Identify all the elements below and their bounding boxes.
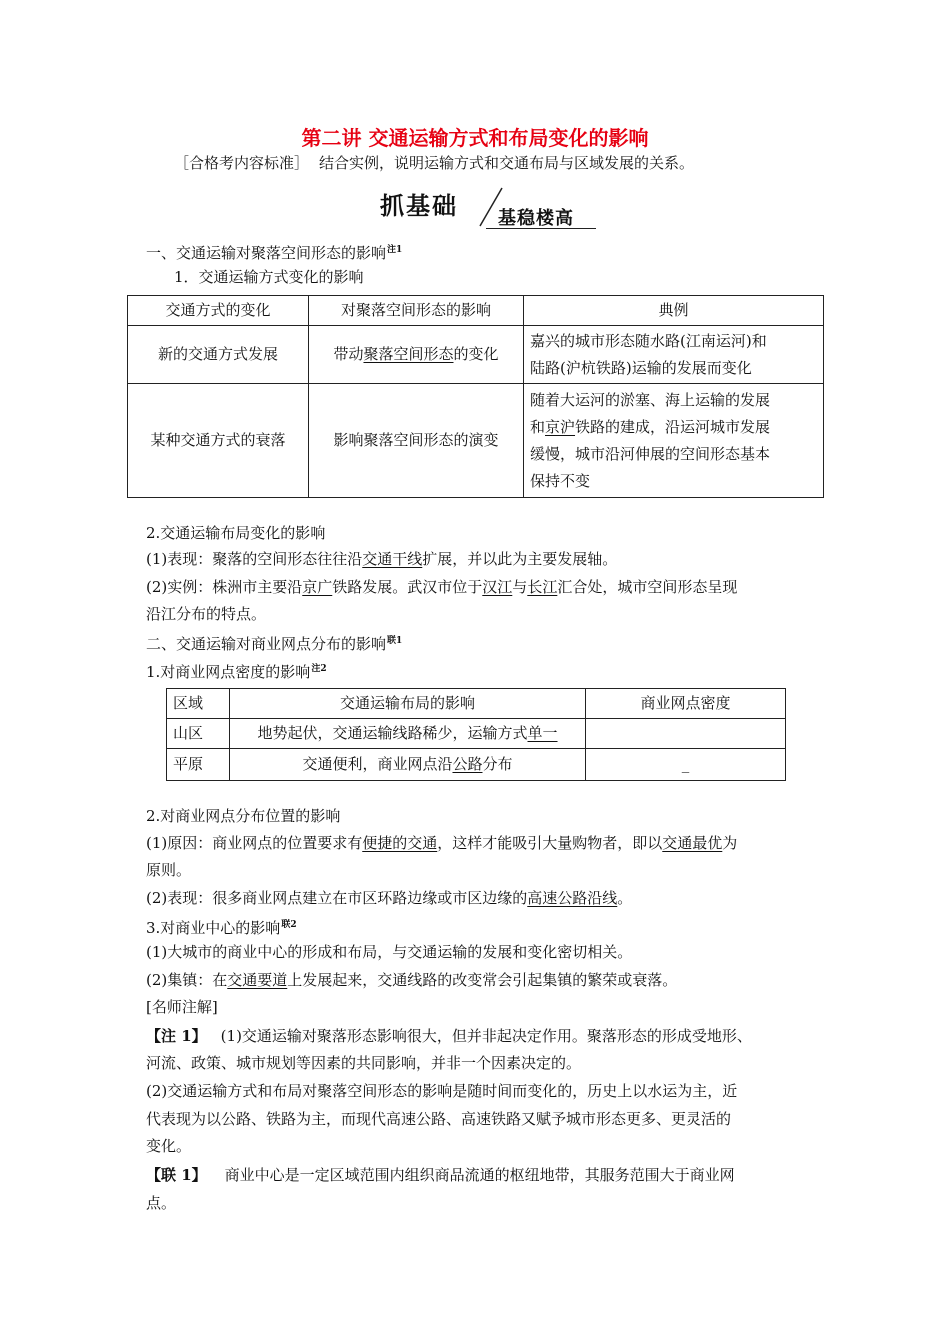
s1-p1: (1)表现：聚落的空间形态往往沿交通干线扩展，并以此为主要发展轴。 xyxy=(146,550,618,568)
content-standard xyxy=(174,152,694,174)
s2-sub3: 3.对商业中心的影响$^{联2}$ xyxy=(146,919,297,937)
s2-sub1-note: 注2 xyxy=(311,664,327,674)
standard-label: ［合格考内容标准］ xyxy=(174,154,310,172)
s2-p1: (1)原因：商业网点的位置要求有便捷的交通，这样才能吸引大量购物者，即以交通最优为 xyxy=(146,834,738,852)
s1-p2: (2)实例：株洲市主要沿京广铁路发展。武汉市位于汉江与长江汇合处，城市空间形态呈现 xyxy=(146,578,738,596)
table-row xyxy=(128,326,824,384)
banner-underline xyxy=(486,228,596,229)
s1-heading: 一、交通运输对聚落空间形态的影响$^{注1}$ xyxy=(146,244,403,262)
table-row xyxy=(128,384,824,498)
table-row xyxy=(167,749,786,781)
table-header-row xyxy=(128,296,824,326)
s2-sub3-note: 联2 xyxy=(281,920,297,930)
note-2-l3: 变化。 xyxy=(146,1137,192,1155)
s1-sub2: 2.交通运输布局变化的影响 xyxy=(146,524,326,542)
transport-change-table xyxy=(127,295,824,498)
table-cell: 影响聚落空间形态的演变 xyxy=(309,384,524,498)
s2-sub1: 1.对商业网点密度的影响$^{注2}$ xyxy=(146,663,327,681)
table-cell: 新的交通方式发展 xyxy=(128,326,309,384)
s2-p4: (2)集镇：在交通要道上发展起来，交通线路的改变常会引起集镇的繁荣或衰落。 xyxy=(146,971,678,989)
table-header: 交通运输布局的影响 xyxy=(230,689,586,719)
note-2-l2: 代表现为以公路、铁路为主，而现代高速公路、高速铁路又赋予城市形态更多、更灵活的 xyxy=(146,1110,732,1128)
s2-heading-note: 联1 xyxy=(387,636,403,646)
s1-p2-l2: 沿江分布的特点。 xyxy=(146,605,267,623)
table-cell xyxy=(586,719,786,749)
table-cell: 带动聚落空间形态的变化 xyxy=(309,326,524,384)
s2-p1-l2: 原则。 xyxy=(146,861,192,879)
note-1-l2: 河流、政策、城市规划等因素的共同影响，并非一个因素决定的。 xyxy=(146,1054,582,1072)
table-cell: 随着大运河的淤塞、海上运输的发展 和京沪铁路的建成，沿运河城市发展 缓慢，城市沿河伸展的空间形态基本 保持不变 xyxy=(524,384,824,498)
table-header: 对聚落空间形态的影响 xyxy=(309,296,524,326)
table-cell: _ xyxy=(586,749,786,781)
s1-sub1: 1．交通运输方式变化的影响 xyxy=(174,268,364,286)
page-title: 第二讲 交通运输方式和布局变化的影响 xyxy=(301,126,649,150)
table-cell: 平原 xyxy=(167,749,230,781)
table-cell: 地势起伏，交通运输线路稀少，运输方式单一 xyxy=(230,719,586,749)
s1-heading-note: 注1 xyxy=(387,245,403,255)
table-header: 交通方式的变化 xyxy=(128,296,309,326)
table-row xyxy=(167,719,786,749)
table-header: 区域 xyxy=(167,689,230,719)
note-2-l1: (2)交通运输方式和布局对聚落空间形态的影响是随时间而变化的，历史上以水运为主，近 xyxy=(146,1082,738,1100)
commerce-density-table xyxy=(166,688,786,781)
table-header: 商业网点密度 xyxy=(586,689,786,719)
notes-heading: [名师注解] xyxy=(146,998,218,1016)
standard-text: 结合实例，说明运输方式和交通布局与区域发展的关系。 xyxy=(319,154,695,172)
banner-main: 抓基础 xyxy=(380,192,458,220)
table-cell: 某种交通方式的衰落 xyxy=(128,384,309,498)
table-cell: 山区 xyxy=(167,719,230,749)
table-header-row xyxy=(167,689,786,719)
banner-sub: 基稳楼高 xyxy=(498,208,574,229)
s2-p3: (1)大城市的商业中心的形成和布局，与交通运输的发展和变化密切相关。 xyxy=(146,943,633,961)
table-cell: 嘉兴的城市形态随水路(江南运河)和 陆路(沪杭铁路)运输的发展而变化 xyxy=(524,326,824,384)
s2-heading: 二、交通运输对商业网点分布的影响$^{联1}$ xyxy=(146,635,403,653)
banner xyxy=(380,184,620,232)
link-1-l2: 点。 xyxy=(146,1194,177,1212)
note-1: 【注 1】 (1)交通运输对聚落形态影响很大，但并非起决定作用。聚落形态的形成受地形、 xyxy=(146,1027,752,1045)
link-1: 【联 1】 商业中心是一定区域范围内组织商品流通的枢纽地带，其服务范围大于商业网 xyxy=(146,1166,735,1184)
table-cell: 交通便利，商业网点沿公路分布 xyxy=(230,749,586,781)
s2-sub2: 2.对商业网点分布位置的影响 xyxy=(146,807,341,825)
s2-p2: (2)表现：很多商业网点建立在市区环路边缘或市区边缘的高速公路沿线。 xyxy=(146,889,633,907)
table-header: 典例 xyxy=(524,296,824,326)
